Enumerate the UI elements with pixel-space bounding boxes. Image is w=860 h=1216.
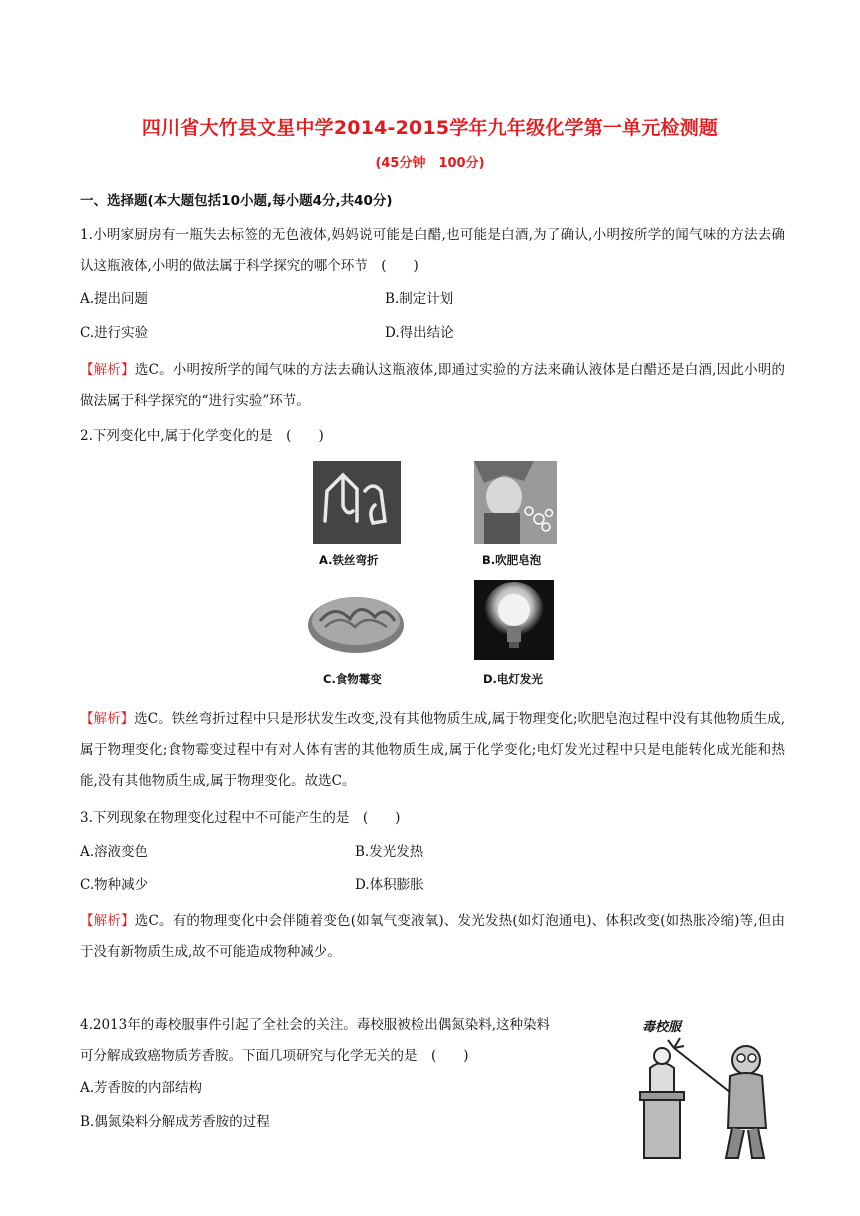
question-2-stem: 2.下列变化中,属于化学变化的是 ( )	[80, 428, 324, 444]
q1-option-a: A.提出问题	[80, 291, 149, 307]
analysis-label: 【解析】	[80, 913, 135, 929]
page-title: 四川省大竹县文星中学2014-2015学年九年级化学第一单元检测题	[141, 117, 719, 139]
q3-analysis	[80, 906, 785, 968]
question-4-stem-line2: 可分解成致癌物质芳香胺。下面几项研究与化学无关的是 ( )	[80, 1048, 469, 1064]
q3-option-c: C.物种减少	[80, 877, 149, 893]
q1-option-d: D.得出结论	[385, 325, 454, 341]
analysis-text: 选C。有的物理变化中会伴随着变色(如氧气变液氧)、发光发热(如灯泡通电)、体积改变(如热胀冷缩)等,但由于没有新物质生成,故不可能造成物种减少。	[80, 913, 785, 960]
q4-option-b: B.偶氮染料分解成芳香胺的过程	[80, 1114, 270, 1130]
analysis-label: 【解析】	[80, 711, 135, 727]
question-4-stem-line1: 4.2013年的毒校服事件引起了全社会的关注。毒校服被检出偶氮染料,这种染料	[80, 1017, 551, 1033]
figure-c-image	[305, 583, 407, 661]
analysis-text: 选C。铁丝弯折过程中只是形状发生改变,没有其他物质生成,属于物理变化;吹肥皂泡过程中没有其他物质生成,属于物理变化;食物霉变过程中有对人体有害的其他物质生成,属于化学变化;电灯发光过程中只是电能转化成光能和热能,没有其他物质生成,属于物理变化。故选C。	[80, 711, 785, 789]
analysis-label: 【解析】	[80, 362, 135, 378]
figure-a-image	[313, 461, 401, 544]
question-1-stem: 1.小明家厨房有一瓶失去标签的无色液体,妈妈说可能是白醋,也可能是白酒,为了确认,小明按所学的闻气味的方法去确认这瓶液体,小明的做法属于科学探究的哪个环节 ( )	[80, 227, 785, 274]
page-subtitle: (45分钟 100分)	[375, 156, 485, 171]
question-3-stem: 3.下列现象在物理变化过程中不可能产生的是 ( )	[80, 810, 401, 826]
moldy-food-icon	[305, 583, 407, 661]
q1-analysis	[80, 355, 785, 417]
q3-option-d: D.体积膨胀	[355, 877, 424, 893]
figure-a-caption: A.铁丝弯折	[319, 553, 379, 567]
q4-option-a: A.芳香胺的内部结构	[80, 1080, 203, 1096]
light-bulb-icon	[474, 580, 554, 660]
figure-d-caption: D.电灯发光	[483, 672, 543, 686]
analysis-text: 选C。小明按所学的闻气味的方法去确认这瓶液体,即通过实验的方法来确认液体是白醋还是白酒,因此小明的做法属于科学探究的“进行实验”环节。	[80, 362, 785, 409]
q1-option-c: C.进行实验	[80, 325, 149, 341]
q1-option-b: B.制定计划	[385, 291, 454, 307]
bent-wire-icon	[313, 461, 401, 544]
cartoon-label: 毒校服	[642, 1020, 682, 1035]
bubble-boy-icon	[474, 461, 557, 544]
figure-b-caption: B.吹肥皂泡	[482, 553, 542, 567]
cartoon-illustration	[628, 1008, 788, 1168]
figure-d-image	[474, 580, 554, 660]
figure-b-image	[474, 461, 557, 544]
q3-option-b: B.发光发热	[355, 844, 424, 860]
q2-analysis	[80, 704, 785, 797]
q3-option-a: A.溶液变色	[80, 844, 149, 860]
figure-c-caption: C.食物霉变	[323, 672, 382, 686]
section-heading: 一、选择题(本大题包括10小题,每小题4分,共40分)	[80, 193, 393, 209]
